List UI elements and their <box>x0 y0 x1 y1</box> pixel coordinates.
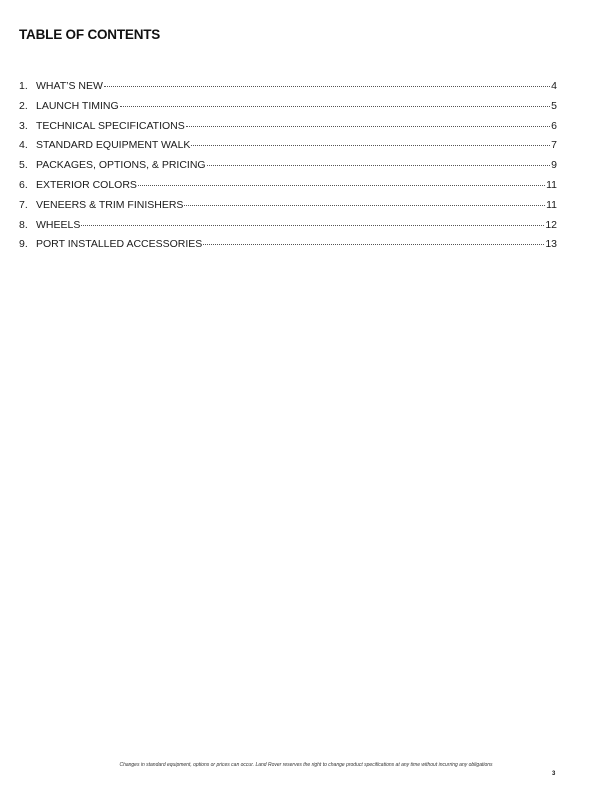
toc-entry-number: 8. <box>19 218 28 231</box>
toc-entry-number: 7. <box>19 198 28 211</box>
toc-entry-title: PORT INSTALLED ACCESSORIES <box>36 238 203 251</box>
dot-leader <box>191 145 550 146</box>
toc-entry-title: STANDARD EQUIPMENT WALK <box>36 139 191 152</box>
toc-entry-port-installed-accessories[interactable] <box>19 238 557 258</box>
toc-entry-title: LAUNCH TIMING <box>36 99 119 112</box>
toc-entry-number: 4. <box>19 139 28 152</box>
toc-entry-number: 2. <box>19 99 28 112</box>
toc-entry-number: 6. <box>19 178 28 191</box>
toc-entry-launch-timing[interactable] <box>19 100 557 120</box>
page-number: 3 <box>552 771 556 777</box>
table-of-contents <box>19 80 557 258</box>
toc-entry-page: 6 <box>551 119 557 132</box>
toc-entry-page: 9 <box>551 159 557 172</box>
toc-entry-page: 4 <box>551 80 557 92</box>
dot-leader <box>186 126 550 127</box>
footer-disclaimer: Changes in standard equipment, options or prices can occur. Land Rover reserves the right to change product specifications at any time without incurring any obligations <box>119 762 493 768</box>
toc-entry-page: 12 <box>545 218 557 231</box>
toc-entry-page: 11 <box>546 198 557 211</box>
toc-entry-technical-specifications[interactable] <box>19 120 557 140</box>
dot-leader <box>81 225 544 226</box>
toc-entry-title: EXTERIOR COLORS <box>36 178 137 191</box>
toc-entry-wheels[interactable] <box>19 219 557 239</box>
toc-entry-title: WHEELS <box>36 218 81 231</box>
toc-entry-page: 13 <box>545 238 557 251</box>
toc-entry-title: TECHNICAL SPECIFICATIONS <box>36 119 185 132</box>
toc-entry-veneers-trim-finishers[interactable] <box>19 199 557 219</box>
toc-entry-title: WHAT’S NEW <box>36 80 103 92</box>
dot-leader <box>104 86 550 87</box>
dot-leader <box>207 165 551 166</box>
toc-entry-title: PACKAGES, OPTIONS, & PRICING <box>36 159 206 172</box>
dot-leader <box>138 185 545 186</box>
toc-entry-number: 5. <box>19 159 28 172</box>
page-title: TABLE OF CONTENTS <box>19 27 161 42</box>
toc-entry-whats-new[interactable] <box>19 80 557 100</box>
toc-entry-number: 9. <box>19 238 28 251</box>
dot-leader <box>184 205 545 206</box>
toc-entry-packages-options-pricing[interactable] <box>19 159 557 179</box>
toc-entry-standard-equipment-walk[interactable] <box>19 139 557 159</box>
toc-entry-number: 3. <box>19 119 28 132</box>
toc-entry-page: 7 <box>551 139 557 152</box>
dot-leader <box>120 106 551 107</box>
toc-entry-number: 1. <box>19 80 28 92</box>
toc-entry-exterior-colors[interactable] <box>19 179 557 199</box>
toc-entry-page: 11 <box>546 178 557 191</box>
dot-leader <box>203 244 544 245</box>
toc-entry-title: VENEERS & TRIM FINISHERS <box>36 198 184 211</box>
toc-entry-page: 5 <box>551 99 557 112</box>
